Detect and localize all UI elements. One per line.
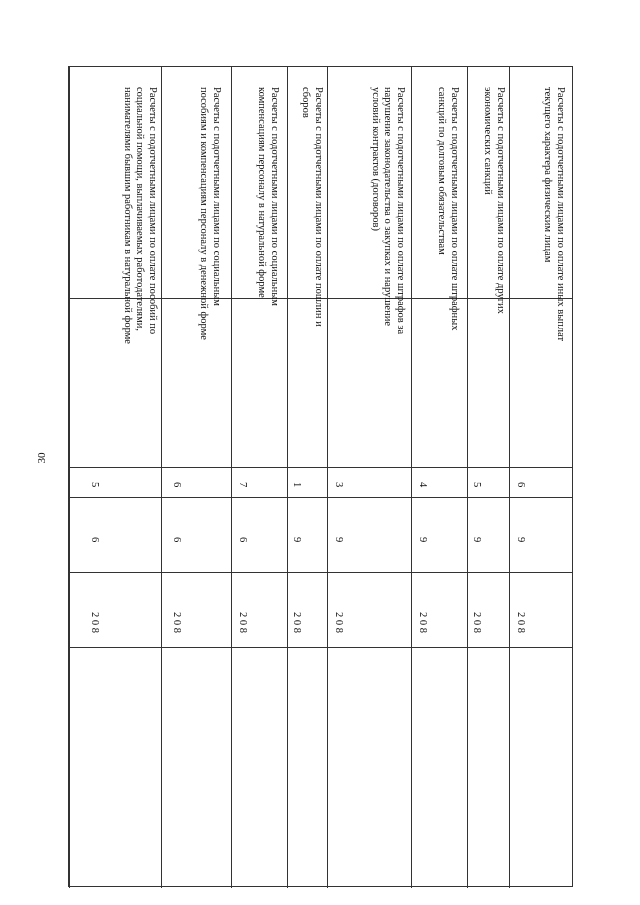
n1-cell: 9 (291, 537, 302, 543)
description-cell: Расчеты с подотчетными лицами по оплате пособий по социальной помощи, выплачиваемых работодателями, нанимателями бывшим работникам в натуральной форме (122, 87, 158, 344)
code-cell: 2 0 8 (291, 612, 302, 633)
n2-cell: 3 (333, 482, 344, 488)
table-row (231, 67, 287, 888)
n2-cell: 6 (171, 482, 182, 488)
n1-cell: 6 (237, 537, 248, 543)
n1-cell: 9 (515, 537, 526, 543)
description-cell: Расчеты с подотчетными лицами по оплате других экономических санкций (482, 87, 506, 314)
n2-cell: 7 (237, 482, 248, 488)
table-row (467, 67, 509, 888)
n1-cell: 9 (471, 537, 482, 543)
n1-cell: 6 (89, 537, 100, 543)
n2-cell: 1 (291, 482, 302, 488)
code-cell: 2 0 8 (171, 612, 182, 633)
code-cell: 2 0 8 (471, 612, 482, 633)
description-cell: Расчеты с подотчетными лицами по оплате иных выплат текущего характера физическим лицам (542, 87, 566, 342)
code-cell: 2 0 8 (333, 612, 344, 633)
n1-cell: 6 (171, 537, 182, 543)
accounts-table (68, 66, 573, 887)
table-row (287, 67, 327, 888)
description-cell: Расчеты с подотчетными лицами по социальным компенсациям персоналу в натуральной форме (256, 87, 280, 306)
n2-cell: 6 (515, 482, 526, 488)
code-cell: 2 0 8 (417, 612, 428, 633)
description-cell: Расчеты с подотчетными лицами по оплате штрафных санкций по долговым обязательствам (436, 87, 460, 331)
n1-cell: 9 (333, 537, 344, 543)
description-cell: Расчеты с подотчетными лицами по оплате штрафов за нарушение законодательства о закупках и нарушение условий контрактов (договоров) (370, 87, 406, 335)
description-cell: Расчеты с подотчетными лицами по социальным пособиям и компенсациям персоналу в денежной форме (198, 87, 222, 340)
page-number: 30 (36, 452, 48, 464)
table-row (327, 67, 411, 888)
table-row (69, 67, 161, 888)
table-row (411, 67, 467, 888)
n2-cell: 5 (471, 482, 482, 488)
table-row (161, 67, 231, 888)
code-cell: 2 0 8 (515, 612, 526, 633)
n2-cell: 5 (89, 482, 100, 488)
n2-cell: 4 (417, 482, 428, 488)
description-cell: Расчеты с подотчетными лицами по оплате пошлин и сборов (300, 87, 324, 327)
table-row (509, 67, 572, 888)
code-cell: 2 0 8 (237, 612, 248, 633)
code-cell: 2 0 8 (89, 612, 100, 633)
n1-cell: 9 (417, 537, 428, 543)
